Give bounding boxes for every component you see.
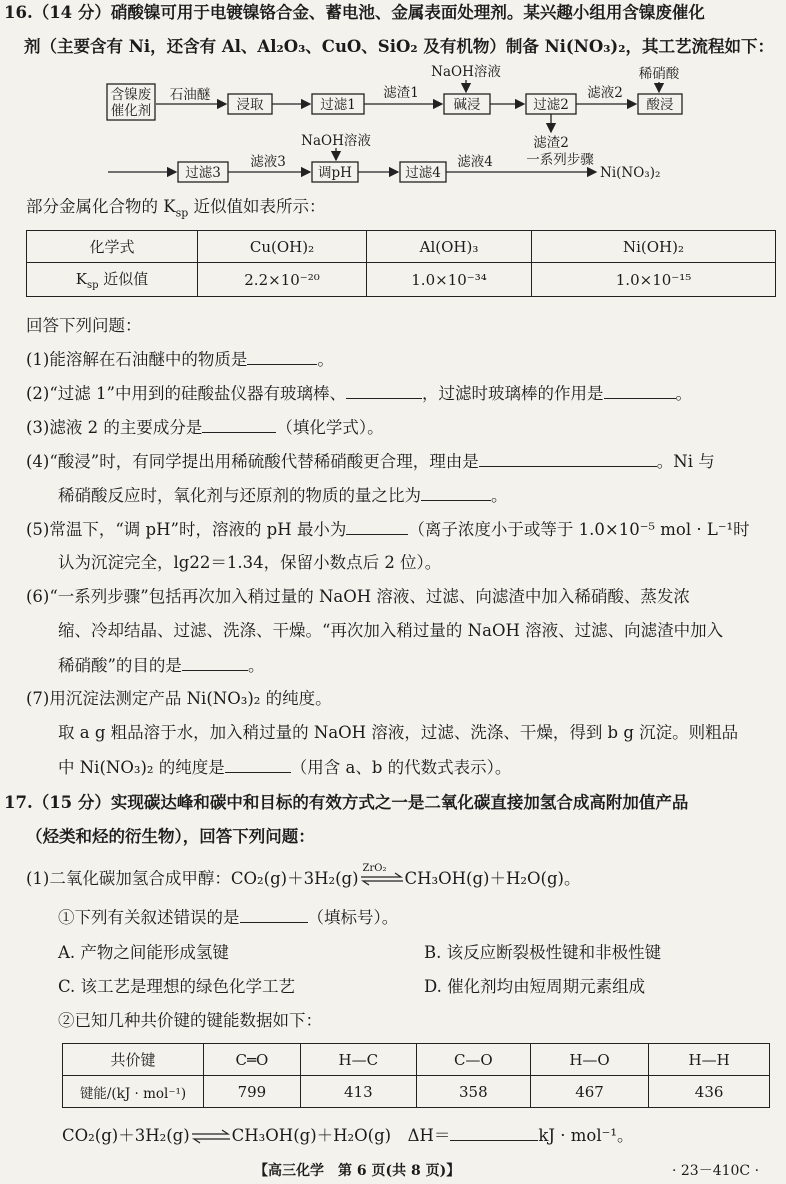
q16-part2-text-a: (2)“过滤 1”中用到的硅酸盐仪器有玻璃棒、 xyxy=(26,384,346,403)
q17-q1-end: （填标号）。 xyxy=(307,908,399,927)
flow-filtrate4-label: 滤液4 xyxy=(457,154,493,170)
ksp-intro-sub: sp xyxy=(175,206,189,220)
q17-option-d[interactable]: D. 催化剂均由短周期元素组成 xyxy=(424,977,646,996)
q17-q1-blank[interactable] xyxy=(240,906,308,923)
ksp-row-label xyxy=(27,263,198,297)
q16-part6-line1: (6)“一系列步骤”包括再次加入稍过量的 NaOH 溶液、过滤、向滤渣中加入稀硝酸、蒸发浓 xyxy=(26,587,690,606)
flow-filter4-label: 过滤4 xyxy=(405,165,441,181)
bond-value-ho: 467 xyxy=(530,1076,648,1108)
flow-filtrate2-label: 滤液2 xyxy=(587,85,623,101)
q16-part7-line2: 取 a g 粗品溶于水，加入稍过量的 NaOH 溶液，过滤、洗涤、干燥，得到 b g 沉淀。则粗品 xyxy=(58,723,739,742)
q16-part7-line3 xyxy=(58,756,511,779)
q16-part4-blank2[interactable] xyxy=(421,484,491,501)
flow-residue1-label: 滤渣1 xyxy=(383,85,419,101)
q17-option-a[interactable]: A. 产物之间能形成氢键 xyxy=(58,943,229,962)
q16-part3-text: (3)滤液 2 的主要成分是 xyxy=(26,418,203,437)
ksp-row-label-sub: sp xyxy=(86,280,99,291)
q17-q2: ②已知几种共价键的键能数据如下： xyxy=(58,1011,322,1030)
ksp-row-label-end: 近似值 xyxy=(98,270,149,288)
q16-part5-line1 xyxy=(26,518,750,541)
ksp-header-formula: 化学式 xyxy=(27,231,198,263)
q16-part6-end: 。 xyxy=(247,656,265,675)
q16-part2-blank2[interactable] xyxy=(604,382,676,399)
q16-part5-blank[interactable] xyxy=(346,518,408,535)
q16-part4-text-b: 。Ni 与 xyxy=(656,452,715,471)
ksp-intro-end: 近似值如表所示： xyxy=(188,197,326,216)
bond-header-hh: H—H xyxy=(649,1044,770,1076)
flow-leach-label: 浸取 xyxy=(236,97,264,113)
q16-part5-text-b: （离子浓度小于或等于 1.0×10⁻⁵ mol · L⁻¹时 xyxy=(408,520,750,539)
q17-delta-h-blank[interactable] xyxy=(450,1124,538,1141)
q17-eq-unit: kJ · mol⁻¹。 xyxy=(538,1126,634,1145)
equilibrium-arrow-icon xyxy=(190,1127,232,1147)
q16-part1-blank[interactable] xyxy=(247,348,317,365)
ksp-value-al: 1.0×10⁻³⁴ xyxy=(367,263,532,297)
bond-value-co-double: 799 xyxy=(204,1076,301,1108)
q16-part2-blank1[interactable] xyxy=(346,382,422,399)
bond-header-co: C—O xyxy=(416,1044,530,1076)
q16-part3 xyxy=(26,416,384,439)
q17-intro-line2: （烃类和烃的衍生物），回答下列问题： xyxy=(26,827,315,846)
q17-eq-right: CH₃OH(g)＋H₂O(g) ΔH＝ xyxy=(231,1126,451,1145)
exam-code: · 23－410C · xyxy=(672,1163,760,1179)
q16-part7-text-c: 中 Ni(NO₃)₂ 的纯度是 xyxy=(58,758,225,777)
q16-part6-blank[interactable] xyxy=(182,654,248,671)
flow-filter1-label: 过滤1 xyxy=(320,97,356,113)
ksp-value-ni: 1.0×10⁻¹⁵ xyxy=(532,263,776,297)
q16-part6-text-c: 稀硝酸”的目的是 xyxy=(58,656,182,675)
flow-solvent-label: 石油醚 xyxy=(169,87,211,103)
q16-part6-line3 xyxy=(58,654,264,677)
q16-part6-line2: 缩、冷却结晶、过滤、洗涤、干燥。“再次加入稍过量的 NaOH 溶液、过滤、向滤渣中加入 xyxy=(58,621,724,640)
ksp-header-ni: Ni(OH)₂ xyxy=(532,231,776,263)
flow-start-line1: 含镍废 xyxy=(110,87,152,103)
reversible-arrow-svg xyxy=(359,868,405,890)
flow-residue2-label: 滤渣2 xyxy=(533,135,569,151)
q16-part4-text-a: (4)“酸浸”时，有同学提出用稀硫酸代替稀硝酸更合理，理由是 xyxy=(26,452,479,471)
process-flow-diagram xyxy=(0,0,786,200)
q16-part7-end: （用含 a、b 的代数式表示）。 xyxy=(290,758,512,777)
q17-option-c[interactable]: C. 该工艺是理想的绿色化学工艺 xyxy=(58,977,296,996)
bond-header-co-double: C═O xyxy=(204,1044,301,1076)
q16-part4-text-c: 稀硝酸反应时，氧化剂与还原剂的物质的量之比为 xyxy=(58,486,421,505)
bond-value-hc: 413 xyxy=(300,1076,416,1108)
q16-part3-blank[interactable] xyxy=(202,416,276,433)
q16-part7-blank[interactable] xyxy=(225,756,291,773)
q16-part4-line1 xyxy=(26,450,715,473)
q17-option-b[interactable]: B. 该反应断裂极性键和非极性键 xyxy=(424,943,662,962)
q16-part2 xyxy=(26,382,692,405)
bond-header-label: 共价键 xyxy=(63,1044,204,1076)
answer-prompt: 回答下列问题： xyxy=(26,316,142,335)
q16-part2-text-b: ，过滤时玻璃棒的作用是 xyxy=(422,384,604,403)
flow-filter3-label: 过滤3 xyxy=(185,165,221,181)
flow-filter2-label: 过滤2 xyxy=(533,97,569,113)
flow-filtrate3-label: 滤液3 xyxy=(250,154,286,170)
ksp-intro xyxy=(26,196,326,224)
flow-naoh2-label: NaOH溶液 xyxy=(301,133,371,149)
bond-row-label: 键能/(kJ · mol⁻¹) xyxy=(63,1076,204,1108)
q16-part4-end: 。 xyxy=(491,486,508,505)
bond-value-hh: 436 xyxy=(649,1076,770,1108)
q17-eq-left: CO₂(g)＋3H₂(g) xyxy=(62,1126,190,1145)
bond-header-hc: H—C xyxy=(300,1044,416,1076)
ksp-header-al: Al(OH)₃ xyxy=(367,231,532,263)
flow-acid-leach-label: 酸浸 xyxy=(646,97,674,113)
q17-reaction-right: CH₃OH(g)＋H₂O(g)。 xyxy=(404,869,581,888)
q16-part7-line1: (7)用沉淀法测定产品 Ni(NO₃)₂ 的纯度。 xyxy=(26,689,332,708)
ksp-table xyxy=(26,230,776,297)
bond-energy-table xyxy=(62,1043,770,1108)
q16-part4-line2 xyxy=(58,484,508,507)
q16-part3-end: （填化学式）。 xyxy=(276,418,384,437)
ksp-header-cu: Cu(OH)₂ xyxy=(198,231,367,263)
ksp-row-label-k: K xyxy=(75,270,87,288)
flow-hno3-label: 稀硝酸 xyxy=(638,66,680,82)
page-footer: 【高三化学 第 6 页(共 8 页)】 xyxy=(254,1163,461,1179)
bond-value-co: 358 xyxy=(416,1076,530,1108)
q16-intro-line2: 剂（主要含有 Ni，还含有 Al、Al₂O₃、CuO、SiO₂ 及有机物）制备 Ni(NO₃)₂，其工艺流程如下： xyxy=(24,37,774,56)
bond-header-ho: H—O xyxy=(530,1044,648,1076)
flow-naoh-label: NaOH溶液 xyxy=(431,64,501,80)
q16-part1-end: 。 xyxy=(317,350,334,369)
q17-q1-text: ①下列有关叙述错误的是 xyxy=(58,908,240,927)
q16-intro-line1: 16.（14 分）硝酸镍可用于电镀镍铬合金、蓄电池、金属表面处理剂。某兴趣小组用含镍废催化 xyxy=(4,3,705,22)
reversible-arrow-icon xyxy=(359,863,405,890)
q16-part4-blank1[interactable] xyxy=(479,450,657,467)
flow-alkali-leach-label: 碱浸 xyxy=(453,97,481,113)
q17-enthalpy-equation xyxy=(62,1124,633,1147)
q16-part5-text-a: (5)常温下，“调 pH”时，溶液的 pH 最小为 xyxy=(26,520,347,539)
flow-product-label: Ni(NO₃)₂ xyxy=(600,165,661,181)
q17-q1 xyxy=(58,906,398,929)
flow-adjust-ph-label: 调pH xyxy=(318,165,352,181)
q16-part2-end: 。 xyxy=(675,384,692,403)
q17-reaction-left: (1)二氧化碳加氢合成甲醇：CO₂(g)＋3H₂(g) xyxy=(26,869,359,888)
q17-part1-reaction xyxy=(26,863,581,890)
flow-steps-label: 一系列步骤 xyxy=(526,152,594,168)
q17-catalyst: ZrO₂ xyxy=(362,863,387,874)
q16-part1-text: (1)能溶解在石油醚中的物质是 xyxy=(26,350,248,369)
q16-part5-line2: 认为沉淀完全，lg22＝1.34，保留小数点后 2 位）。 xyxy=(58,553,442,572)
flow-start-line2: 催化剂 xyxy=(110,103,152,119)
q17-intro-line1: 17.（15 分）实现碳达峰和碳中和目标的有效方式之一是二氧化碳直接加氢合成高附加值产品 xyxy=(4,793,689,812)
q16-part1 xyxy=(26,348,334,371)
ksp-value-cu: 2.2×10⁻²⁰ xyxy=(198,263,367,297)
ksp-intro-text: 部分金属化合物的 K xyxy=(26,197,176,216)
